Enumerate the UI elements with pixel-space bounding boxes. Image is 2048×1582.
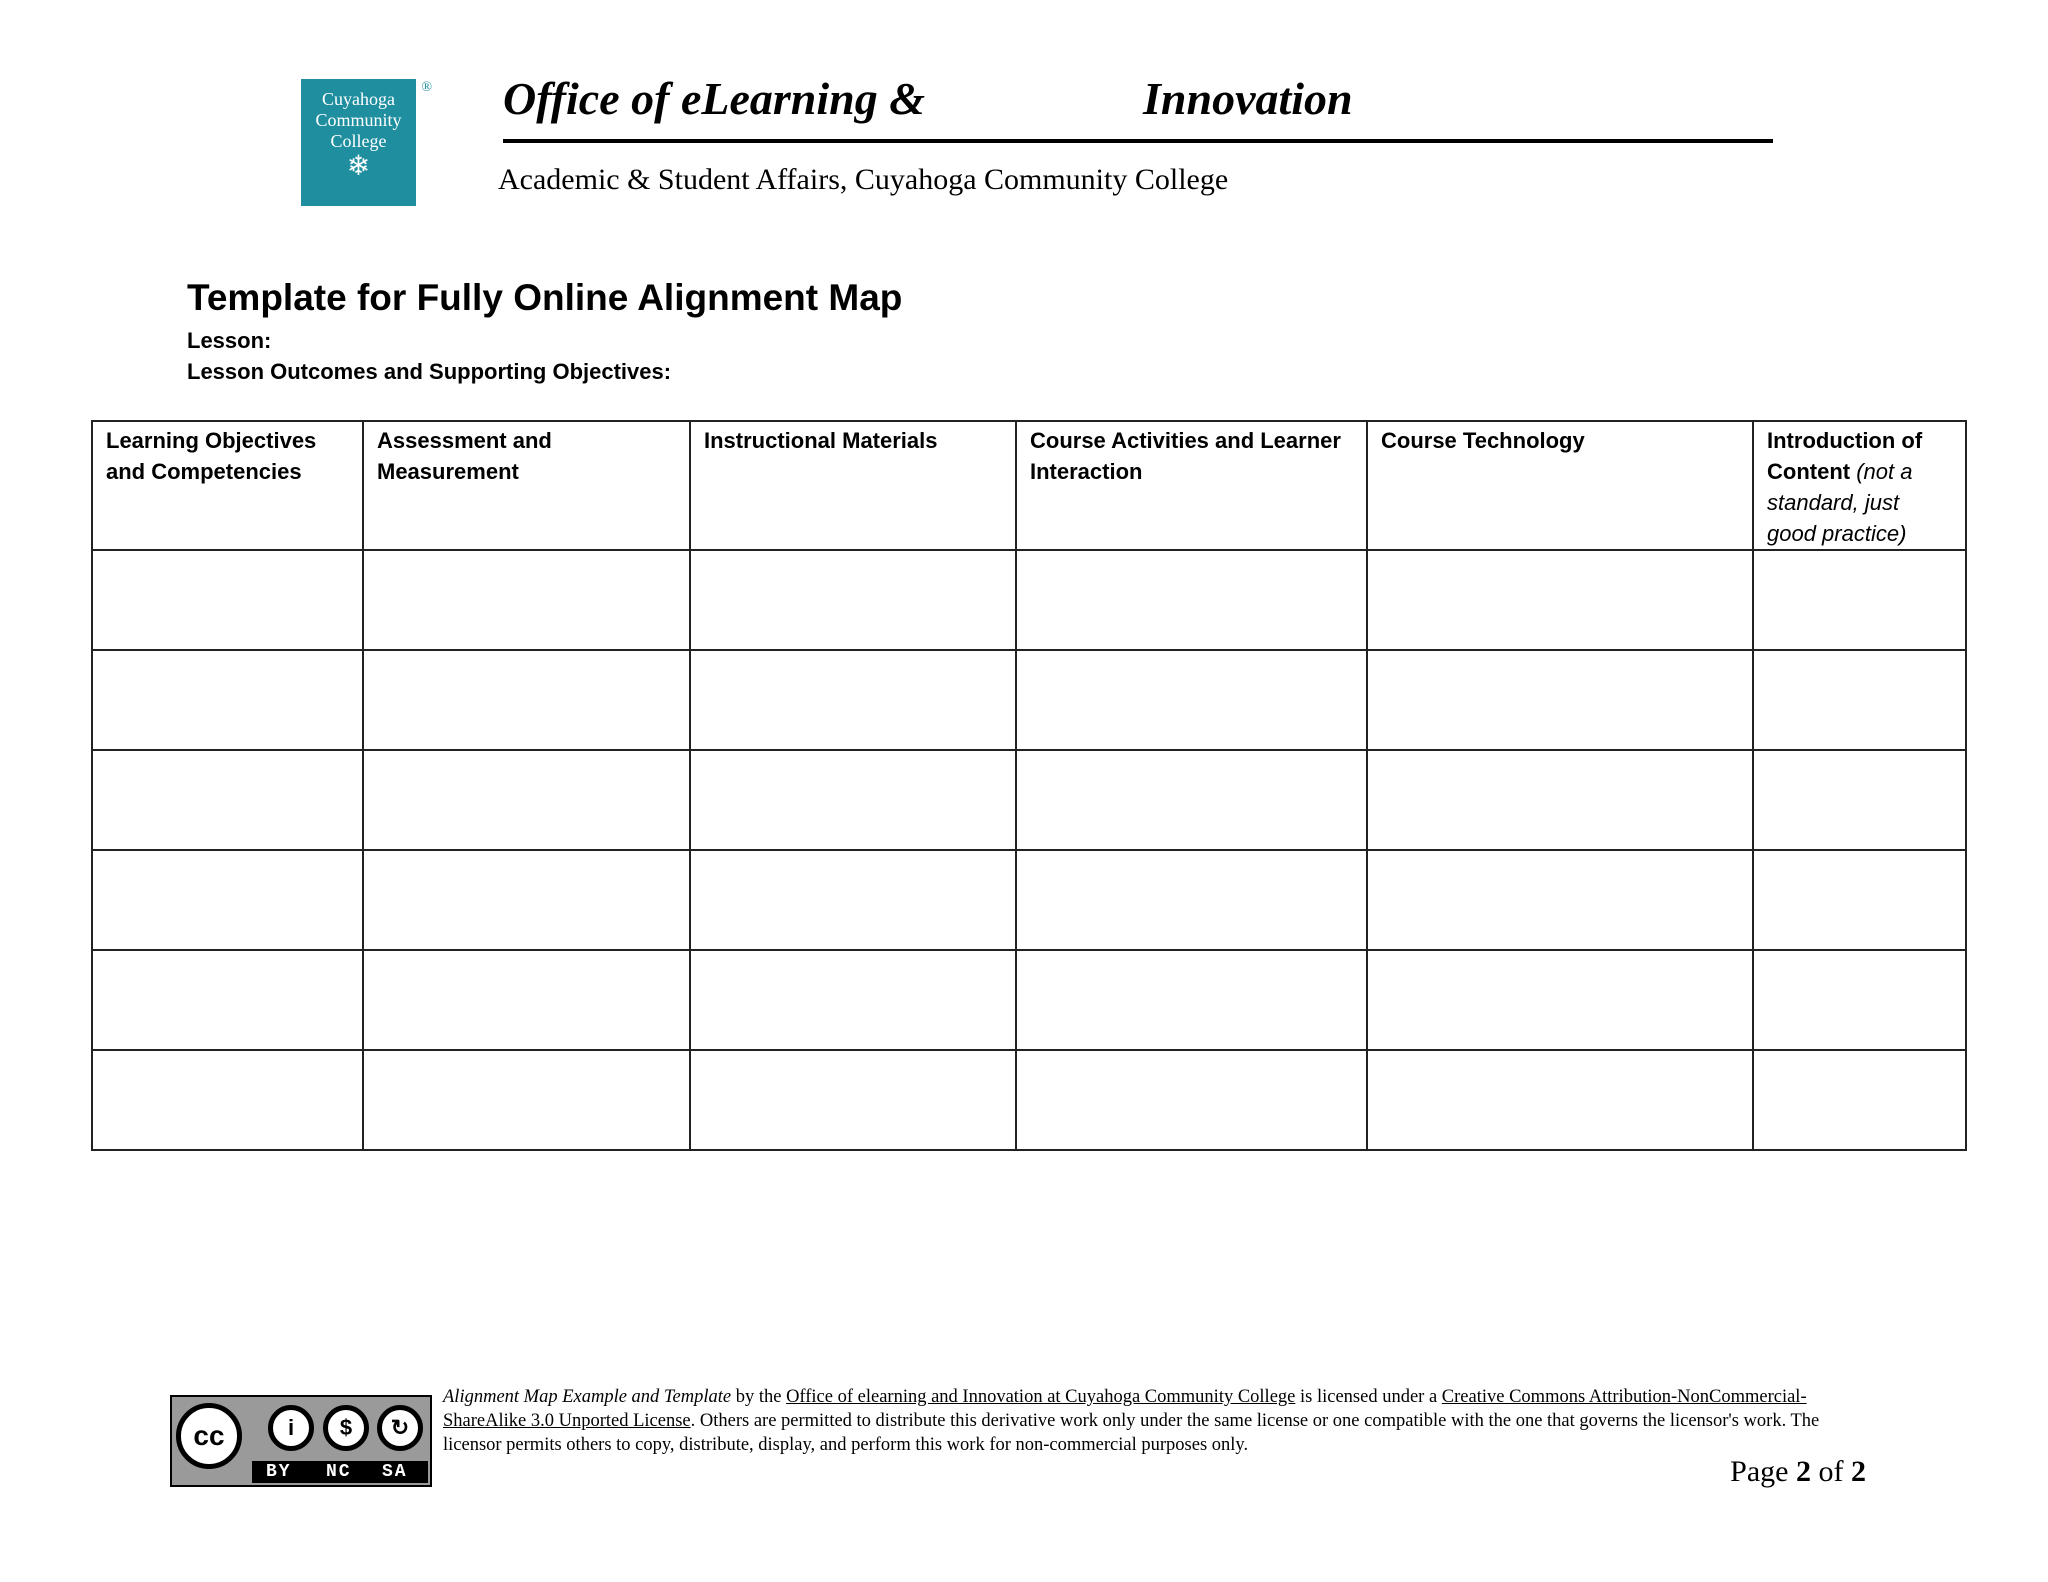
table-cell[interactable]: [1367, 550, 1753, 650]
table-row: [92, 750, 1966, 850]
column-header: Assessment and Measurement: [363, 421, 690, 550]
license-link[interactable]: Creative Commons Attribution-NonCommercial-ShareAlike 3.0 Unported License: [443, 1387, 1807, 1431]
table-cell[interactable]: [1753, 950, 1966, 1050]
table-row: [92, 550, 1966, 650]
table-cell[interactable]: [363, 950, 690, 1050]
table-row: [92, 950, 1966, 1050]
cc-badge-strip: [252, 1461, 428, 1483]
table-cell[interactable]: [1367, 650, 1753, 750]
cc-icon: cc: [176, 1403, 242, 1469]
table-cell[interactable]: [690, 750, 1016, 850]
table-cell[interactable]: [92, 550, 363, 650]
license-text: Alignment Map Example and Template by the Office of elearning and Innovation at Cuyahoga Community College is licensed under a Creative Commons Attribution-NonCommercial-ShareAlike 3.0 Unported License. Others are permitted to distribute this derivative work only under the same license or one compatible with the one that governs the licensor's work. The licensor permits others to copy, distribute, display, and perform this work for non-commercial purposes only.: [443, 1387, 1820, 1455]
author-link[interactable]: Office of elearning and Innovation at Cuyahoga Community College: [786, 1387, 1296, 1407]
table-cell[interactable]: [363, 750, 690, 850]
table-cell[interactable]: [92, 650, 363, 750]
table-cell[interactable]: [92, 750, 363, 850]
table-cell[interactable]: [363, 1050, 690, 1150]
table-header-row: [92, 421, 1966, 550]
alignment-map-table: [91, 420, 1967, 1151]
logo-line: Community: [315, 110, 402, 130]
cc-label-sa: SA: [382, 1462, 408, 1482]
cc-label-nc: NC: [326, 1462, 352, 1482]
table-cell[interactable]: [690, 850, 1016, 950]
header-rule: [503, 139, 1773, 143]
office-title-part1: Office of eLearning &: [503, 73, 926, 124]
table-cell[interactable]: [1753, 650, 1966, 750]
table-row: [92, 850, 1966, 950]
office-title: [503, 72, 1353, 125]
creative-commons-badge: [170, 1395, 432, 1487]
table-cell[interactable]: [1016, 750, 1367, 850]
table-cell[interactable]: [1367, 950, 1753, 1050]
column-header: Course Activities and Learner Interaction: [1016, 421, 1367, 550]
column-header: Course Technology: [1367, 421, 1753, 550]
table-cell[interactable]: [1016, 1050, 1367, 1150]
attribution-icon: i: [268, 1405, 314, 1451]
table-row: [92, 650, 1966, 750]
column-header: Instructional Materials: [690, 421, 1016, 550]
outcomes-label: Lesson Outcomes and Supporting Objectives:: [187, 359, 672, 384]
table-cell[interactable]: [1016, 950, 1367, 1050]
table-cell[interactable]: [1367, 750, 1753, 850]
logo-line: Cuyahoga: [322, 89, 395, 109]
document-title: Template for Fully Online Alignment Map: [187, 277, 903, 318]
table-cell[interactable]: [690, 1050, 1016, 1150]
table-cell[interactable]: [1753, 1050, 1966, 1150]
table-cell[interactable]: [363, 550, 690, 650]
table-cell[interactable]: [363, 850, 690, 950]
table-cell[interactable]: [363, 650, 690, 750]
table-cell[interactable]: [1016, 850, 1367, 950]
table-cell[interactable]: [92, 850, 363, 950]
table-cell[interactable]: [92, 950, 363, 1050]
column-header: Introduction of Content (not a standard, just good practice): [1753, 421, 1966, 550]
office-title-part2: Innovation: [1143, 73, 1353, 124]
noncommercial-icon: $: [323, 1405, 369, 1451]
registered-mark: ®: [421, 80, 432, 95]
snowflake-icon: ❄: [346, 151, 371, 182]
page-number: Page 2 of 2: [1730, 1455, 1866, 1488]
table-body: [92, 550, 1966, 1150]
table-cell[interactable]: [690, 550, 1016, 650]
table-cell[interactable]: [1367, 850, 1753, 950]
column-header: Learning Objectives and Competencies: [92, 421, 363, 550]
header-subtitle: Academic & Student Affairs, Cuyahoga Community College: [498, 163, 1229, 196]
table-cell[interactable]: [1016, 550, 1367, 650]
work-title: Alignment Map Example and Template: [443, 1387, 732, 1407]
table-cell[interactable]: [92, 1050, 363, 1150]
college-logo: [301, 79, 432, 206]
column-note: (not a standard, just good practice): [1767, 459, 1913, 546]
table-cell[interactable]: [1753, 550, 1966, 650]
table-row: [92, 1050, 1966, 1150]
table-cell[interactable]: [690, 650, 1016, 750]
sharealike-icon: ↻: [377, 1405, 423, 1451]
table-cell[interactable]: [1753, 750, 1966, 850]
lesson-label: Lesson:: [187, 328, 272, 353]
cc-label-by: BY: [266, 1462, 292, 1482]
logo-line: College: [330, 131, 387, 151]
table-cell[interactable]: [1016, 650, 1367, 750]
table-cell[interactable]: [690, 950, 1016, 1050]
table-cell[interactable]: [1753, 850, 1966, 950]
table-cell[interactable]: [1367, 1050, 1753, 1150]
